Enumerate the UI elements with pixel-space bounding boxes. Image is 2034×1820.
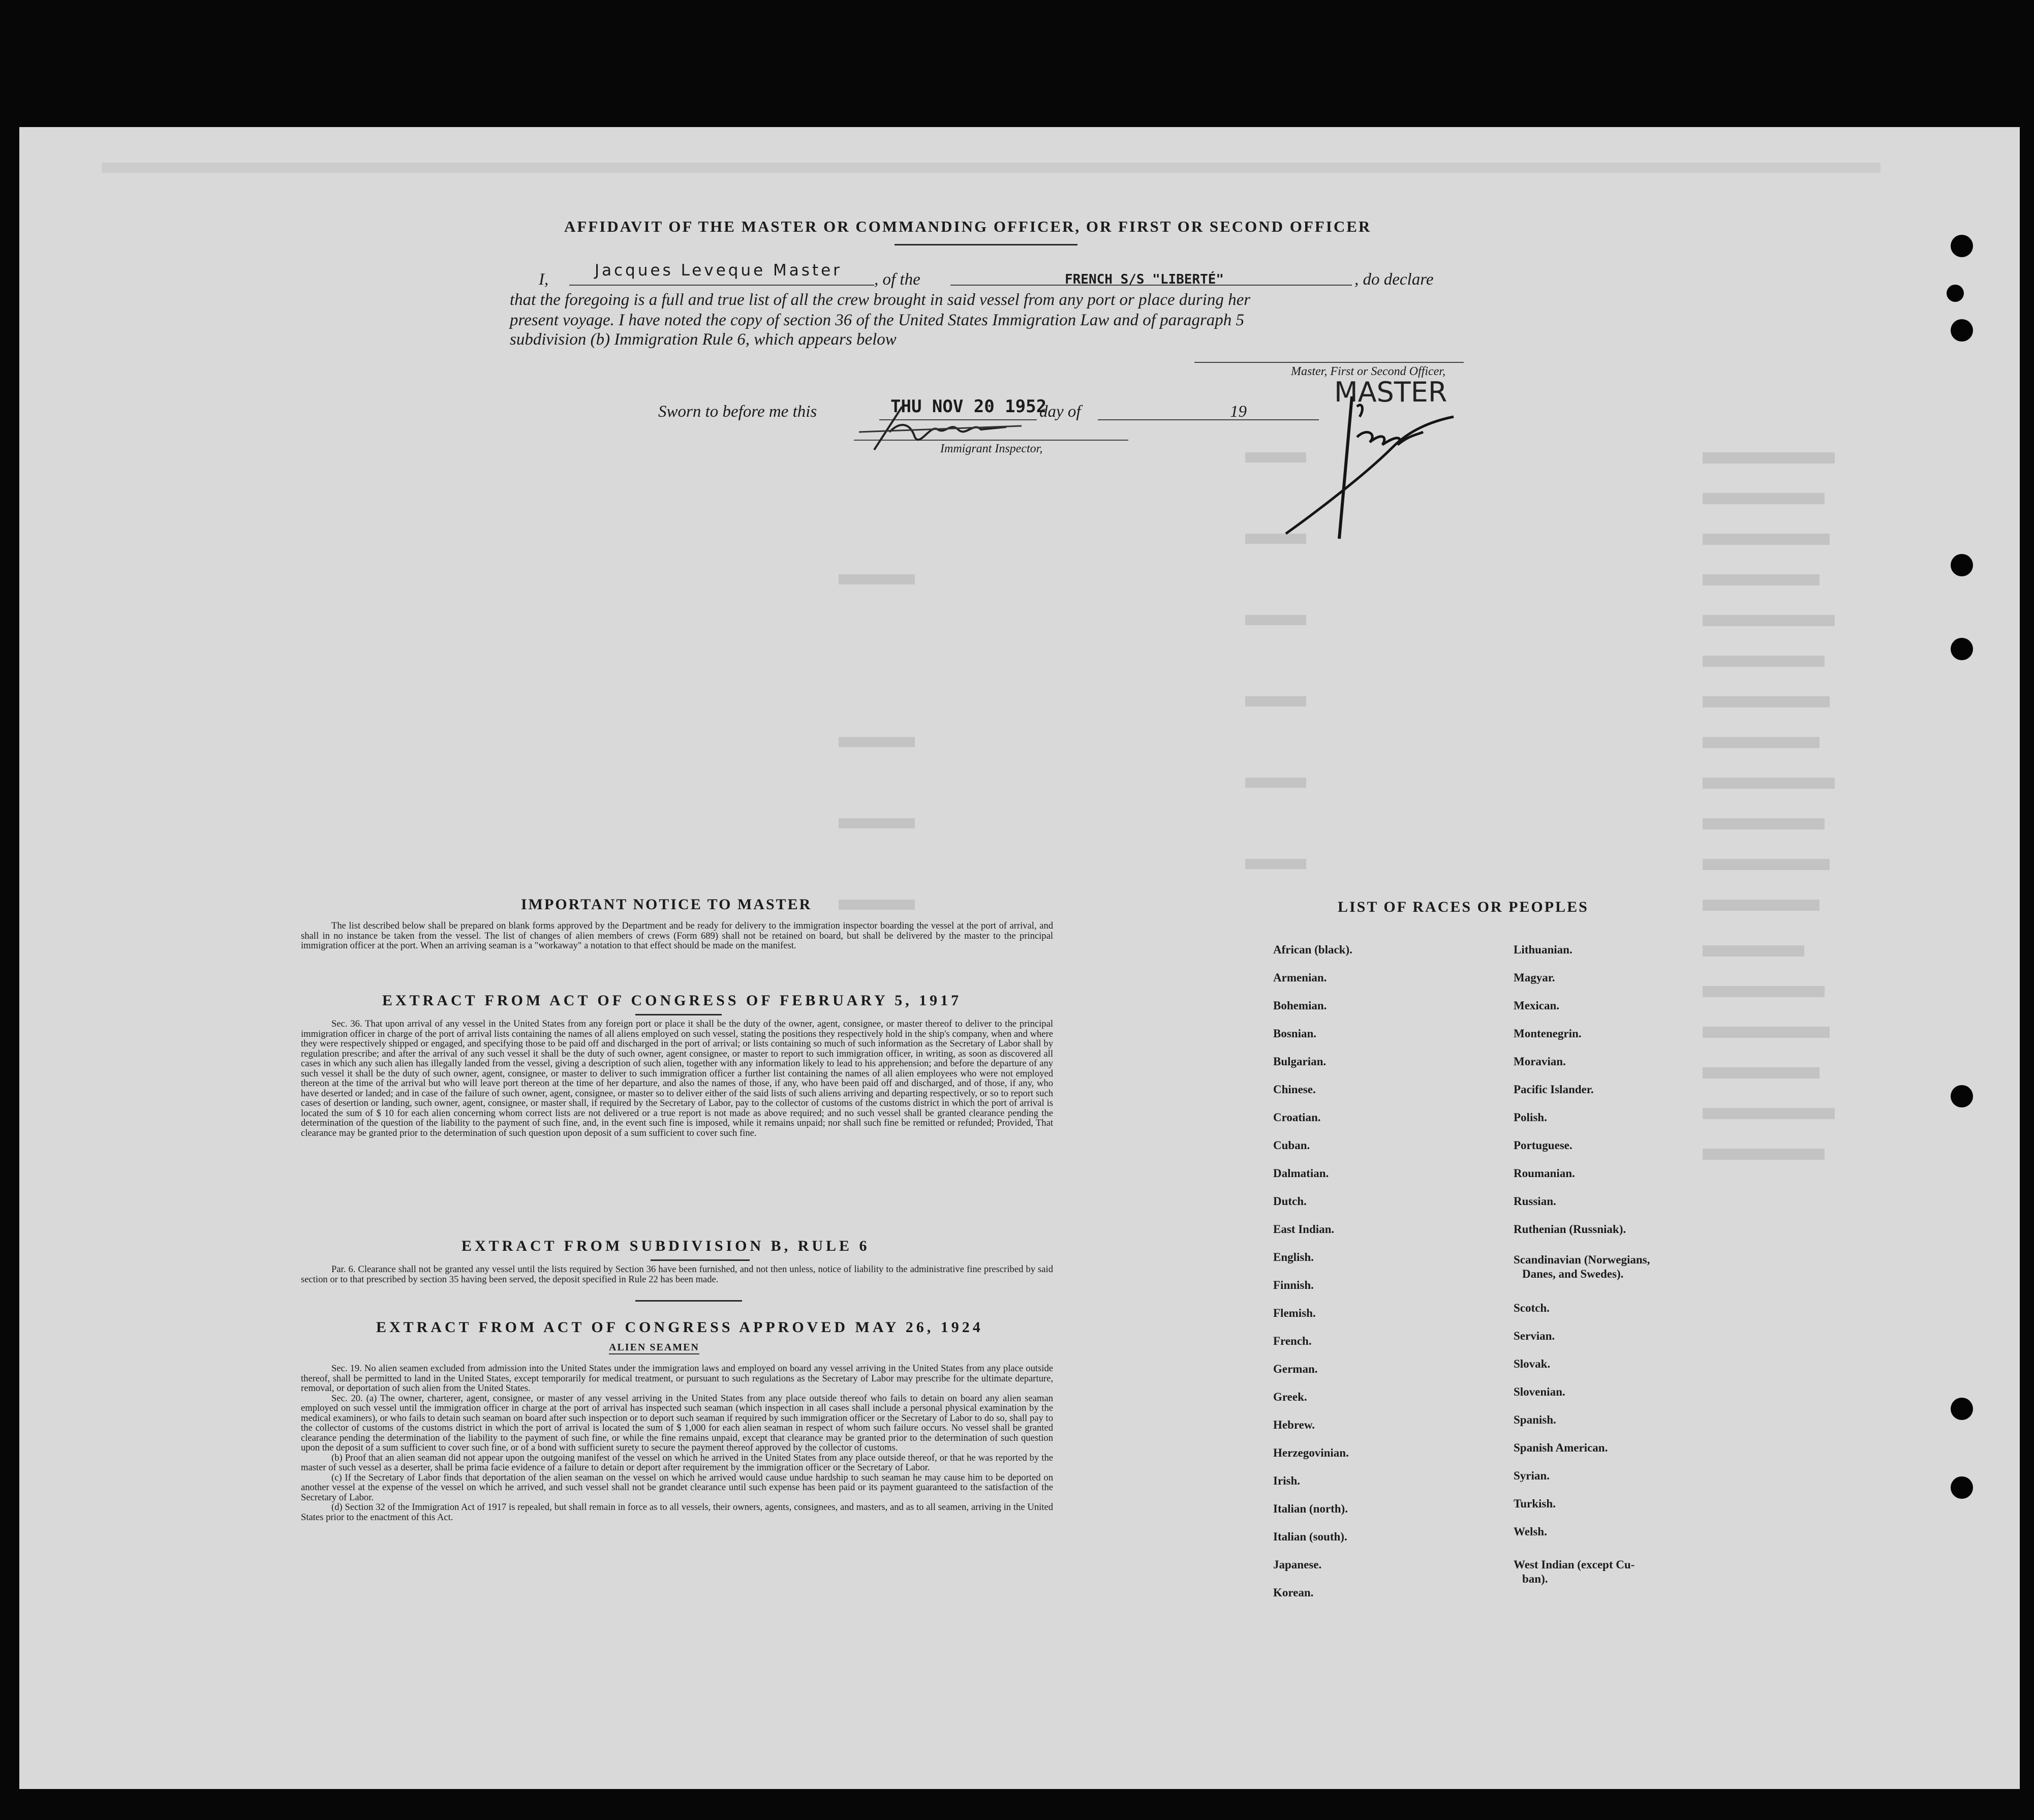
sworn-prefix: Sworn to before me this <box>658 403 817 421</box>
race-item: Syrian. <box>1514 1469 1550 1482</box>
race-item: Russian. <box>1514 1195 1556 1208</box>
extract-1917-title: EXTRACT FROM ACT OF CONGRESS OF FEBRUARY 5, 1917 <box>382 992 962 1009</box>
race-item: Spanish. <box>1514 1413 1556 1426</box>
race-item: Welsh. <box>1514 1525 1547 1538</box>
punch-hole <box>1951 235 1973 257</box>
extract-1924-sec20d: (d) Section 32 of the Immigration Act of 1917 is repealed, but shall remain in force as to all vessels, their owners, agents, consignees, and masters, and as to all seamen, arriving in the United States prior to the enactment of this Act. <box>301 1502 1053 1523</box>
affidavit-title: AFFIDAVIT OF THE MASTER OR COMMANDING OFFICER, OR FIRST OR SECOND OFFICER <box>564 218 1372 235</box>
race-item: Portuguese. <box>1514 1139 1573 1152</box>
sworn-day-of: day of <box>1039 403 1081 421</box>
race-item: Slovenian. <box>1514 1385 1565 1398</box>
affidavit-line-3: present voyage. I have noted the copy of section 36 of the United States Immigration Law and of paragraph 5 <box>510 311 1245 329</box>
officer-caption: Master, First or Second Officer, <box>1291 365 1445 378</box>
race-item: Danes, and Swedes). <box>1522 1268 1624 1280</box>
race-item: East Indian. <box>1273 1223 1335 1236</box>
races-title: LIST OF RACES OR PEOPLES <box>1338 899 1589 915</box>
race-item: English. <box>1273 1251 1314 1263</box>
race-item: Montenegrin. <box>1514 1027 1582 1040</box>
master-name-field: Jacques Leveque Master <box>595 261 842 280</box>
race-item: Dutch. <box>1273 1195 1307 1208</box>
affidavit-line-1 <box>539 269 548 290</box>
race-item: Polish. <box>1514 1111 1547 1124</box>
notice-title: IMPORTANT NOTICE TO MASTER <box>521 896 812 913</box>
race-item: Scandinavian (Norwegians, <box>1514 1253 1650 1266</box>
race-item: Korean. <box>1273 1586 1314 1599</box>
race-item: Mexican. <box>1514 999 1560 1012</box>
master-signature <box>1281 386 1464 549</box>
extract-1924-sec20a: Sec. 20. (a) The owner, charterer, agent, consignee, or master of any vessel arriving in the United States from any place outside thereof who fails to detain on board any alien seaman employed on such vessel until the immigration officer in charge at the port of arrival has inspected such seaman (which inspection in all cases shall include a personal physical examination by the medical examiners), or who fails to detain such seaman on board after such inspection or to deport such seaman if required by such immigration officer or the Secretary of Labor to do so, shall pay to the collector of customs of the customs district in which the port of arrival is located the sum of $ 1,000 for each alien seaman in respect of whom such failure occurs. No vessel shall be granted clearance pending the determination of the liability to the payment of such fine, or while the fine remains unpaid, except that clearance may be granted prior to the determination of such question upon the deposit of a sum sufficient to cover such fine, or of a bond with sufficient surety to secure the payment thereof approved by the collector of customs. <box>301 1393 1053 1453</box>
extract-1917-paragraph: Sec. 36. That upon arrival of any vessel in the United States from any foreign port or place it shall be the duty of the owner, agent, consignee, or master thereof to deliver to the principal immigration officer in charge of the port of arrival lists containing the names of all aliens employed on such vessel, stating the positions they respectively hold in the ship's company, when and where they were respectively shipped or engaged, and specifying those to be paid off and discharged in the port of arrival; or lists containing so much of such information as the Secretary of Labor shall by regulation prescribe; and after the arrival of any such vessel it shall be the duty of such owner, agent consignee, or master to report to such immigration officer, in writing, as soon as discovered all cases in which any such alien has illegally landed from the vessel, giving a description of such alien, together with any information likely to lead to his apprehension; and before the departure of any such vessel it shall be the duty of such owner, agent, consignee, or master to deliver to such immigration officer a further list containing the names of all alien employees who were not employed thereon at the time of the arrival but who will leave port thereon at the time of her departure, and also the names of those, if any, who have been paid off and discharged, and of those, if any, who have deserted or landed; and in case of the failure of such owner, agent, consignee, or master so to deliver either of the said lists of such aliens arriving and departing respectively, or so to report such cases of desertion or landing, such owner, agent, consignee, or master shall, if required by the Secretary of Labor, pay to the collector of customs of the customs district in which the port of arrival is located the sum of $ 10 for each alien concerning whom correct lists are not delivered or a true report is not made as above required; and no such vessel shall be granted clearance pending the determination of the question of the liability to the payment of such fine, and, in the event such fine is imposed, while it remains unpaid; nor shall such fine be remitted or refunded; Provided, That clearance may be granted prior to the determination of such question upon deposit of a sum sufficient to cover such fine. <box>301 1019 1053 1138</box>
extract-1924-sec20b: (b) Proof that an alien seaman did not appear upon the outgoing manifest of the vessel on which he arrived in the United States from any place outside thereof, or that he was reported by the master of such vessel as a deserter, shall be prima facie evidence of a failure to detain or deport after requirement by the immigration officer or the Secretary of Labor. <box>301 1452 1053 1473</box>
race-item: Roumanian. <box>1514 1167 1575 1180</box>
race-item: Japanese. <box>1273 1558 1322 1571</box>
punch-hole <box>1947 285 1964 302</box>
punch-hole <box>1951 1085 1973 1107</box>
race-item: Greek. <box>1273 1391 1307 1403</box>
race-item: Herzegovinian. <box>1273 1446 1349 1459</box>
race-item: Moravian. <box>1514 1055 1566 1068</box>
extract-rule6-title: EXTRACT FROM SUBDIVISION B, RULE 6 <box>461 1238 870 1254</box>
race-item: Flemish. <box>1273 1307 1316 1319</box>
extract-1917-text <box>301 1019 1053 1138</box>
inspector-signature <box>854 402 1027 457</box>
officer-signature-line <box>1194 362 1464 363</box>
race-item: Chinese. <box>1273 1083 1316 1096</box>
race-item: Dalmatian. <box>1273 1167 1329 1180</box>
race-item: Scotch. <box>1514 1302 1550 1314</box>
race-item: Finnish. <box>1273 1279 1314 1291</box>
race-item: Bohemian. <box>1273 999 1327 1012</box>
separator-line <box>635 1300 742 1302</box>
race-item: ban). <box>1522 1572 1548 1585</box>
extract-rule6-underline <box>651 1259 750 1261</box>
extract-rule6-paragraph: Par. 6. Clearance shall not be granted any vessel until the lists required by Section 36 have been furnished, and not then unless, notice of liability to the administrative fine prescribed by said section or to that prescribed by section 35 having been served, the deposit specified in Rule 22 has been made. <box>301 1264 1053 1285</box>
affidavit-line-4: subdivision (b) Immigration Rule 6, which appears below <box>510 330 897 349</box>
race-item: Pacific Islander. <box>1514 1083 1594 1096</box>
punch-hole <box>1951 554 1973 576</box>
race-item: Italian (south). <box>1273 1530 1347 1543</box>
race-item: West Indian (except Cu- <box>1514 1558 1635 1571</box>
punch-hole <box>1951 638 1973 660</box>
race-item: Italian (north). <box>1273 1502 1348 1515</box>
punch-hole <box>1951 1398 1973 1420</box>
vessel-name-line <box>950 285 1352 286</box>
race-item: Irish. <box>1273 1474 1301 1487</box>
race-item: Lithuanian. <box>1514 943 1573 956</box>
race-item: Spanish American. <box>1514 1441 1608 1454</box>
race-item: Hebrew. <box>1273 1418 1315 1431</box>
race-item: Bulgarian. <box>1273 1055 1327 1068</box>
affidavit-line-2: that the foregoing is a full and true list of all the crew brought in said vessel from any port or place during her <box>510 291 1251 309</box>
title-underline <box>895 244 1077 245</box>
sworn-year: 19 <box>1230 403 1247 421</box>
extract-1924-text <box>301 1364 1053 1522</box>
vessel-name-field: FRENCH S/S "LIBERTÉ" <box>1065 272 1224 287</box>
extract-1924-title: EXTRACT FROM ACT OF CONGRESS APPROVED MAY 26, 1924 <box>376 1319 983 1336</box>
sworn-date-stamp: THU NOV 20 1952 <box>890 396 1047 417</box>
inspector-caption: Immigrant Inspector, <box>940 442 1043 455</box>
line1-prefix: I, <box>539 270 549 289</box>
extract-1924-subtitle: ALIEN SEAMEN <box>609 1342 699 1354</box>
officer-stamp: MASTER <box>1334 376 1447 408</box>
race-item: French. <box>1273 1335 1312 1347</box>
extract-1924-sec20c: (c) If the Secretary of Labor finds that deportation of the alien seaman on the vessel on which he arrived would cause undue hardship to such seaman he may cause him to be deported on another vessel at the expense of the vessel on which he arrived, and such vessel shall not be grandet clearance until such expense has been paid or its payment guaranteed to the satisfaction of the Secretary of Labor. <box>301 1472 1053 1503</box>
master-name-line <box>569 285 874 286</box>
race-item: Armenian. <box>1273 971 1327 984</box>
race-item: Magyar. <box>1514 971 1555 984</box>
race-item: African (black). <box>1273 943 1352 956</box>
race-item: Bosnian. <box>1273 1027 1317 1040</box>
race-item: Ruthenian (Russniak). <box>1514 1223 1626 1236</box>
punch-hole <box>1951 319 1973 342</box>
notice-text <box>301 921 1053 951</box>
race-item: German. <box>1273 1363 1318 1375</box>
race-item: Slovak. <box>1514 1358 1551 1370</box>
extract-1917-underline <box>635 1014 722 1015</box>
notice-paragraph: The list described below shall be prepared on blank forms approved by the Department and be ready for delivery to the immigration inspector boarding the vessel at the port of arrival, and shall in no instance be taken from the vessel. The list of changes of alien members of crews (Form 689) shall not be retained on board, but shall be delivered by the master to the principal immigration officer at the port. When an arriving seaman is a "workaway" a notation to that effect should be made on the manifest. <box>301 920 1053 951</box>
do-declare-text: , do declare <box>1354 270 1434 289</box>
race-item: Cuban. <box>1273 1139 1310 1152</box>
extract-1924-sec19: Sec. 19. No alien seamen excluded from admission into the United States under the immigration laws and employed on board any vessel arriving in the United States from any place outside thereof, shall be permitted to land in the United States, except temporarily for medical treatment, or pursuant to such regulations as the Secretary of Labor may prescribe for the ultimate departure, removal, or deportation of such alien from the United States. <box>301 1363 1053 1394</box>
race-item: Croatian. <box>1273 1111 1321 1124</box>
race-item: Servian. <box>1514 1330 1555 1342</box>
extract-rule6-text <box>301 1264 1053 1284</box>
punch-hole <box>1951 1476 1973 1499</box>
of-the-text: , of the <box>874 270 920 289</box>
race-item: Turkish. <box>1514 1497 1556 1510</box>
